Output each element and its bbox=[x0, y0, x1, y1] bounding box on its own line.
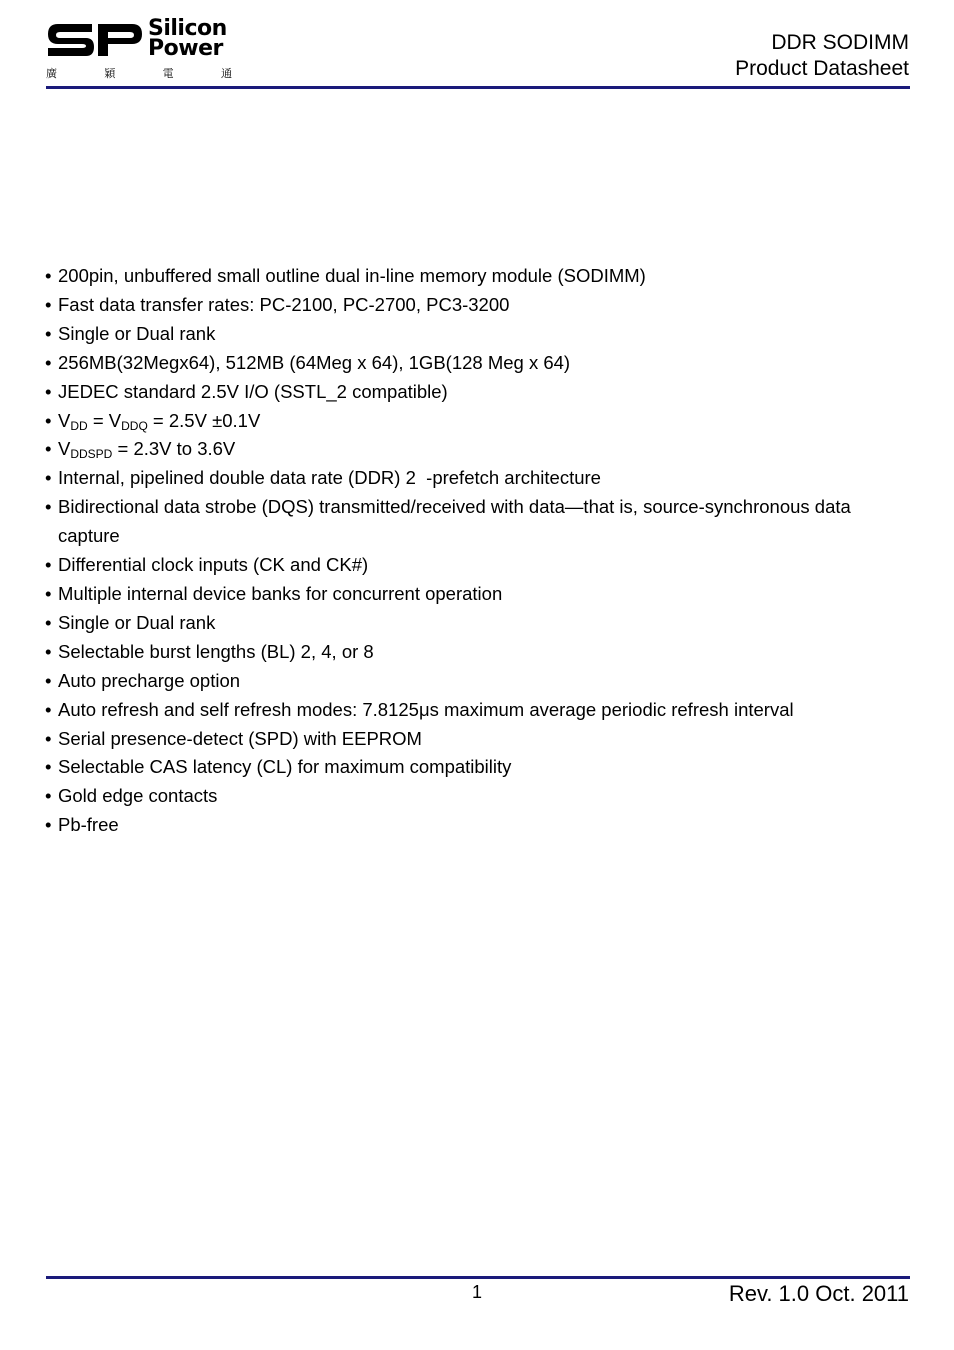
feature-list bbox=[45, 262, 915, 840]
list-item: • Selectable burst lengths (BL) 2, 4, or 8 bbox=[45, 640, 374, 662]
title-line-datasheet: Product Datasheet bbox=[735, 57, 909, 80]
logo-word-silicon: Silicon bbox=[148, 16, 227, 41]
sp-logo-mark-icon bbox=[46, 20, 144, 60]
footer-divider bbox=[46, 1276, 910, 1279]
list-item: • Pb-free bbox=[45, 814, 119, 836]
logo-cjk-char: 通 bbox=[220, 67, 232, 80]
header-divider bbox=[46, 86, 910, 89]
list-item: • Bidirectional data strobe (DQS) transmitted/received with data—that is, source-synchronous data capture bbox=[45, 496, 851, 547]
silicon-power-logo bbox=[46, 16, 236, 84]
list-item: • Multiple internal device banks for concurrent operation bbox=[45, 582, 503, 604]
list-item: • Differential clock inputs (CK and CK#) bbox=[45, 554, 369, 576]
list-item-vdd: • $V_{DD} = V_{DDQ} = 2.5V \pm 0.1V$ bbox=[45, 409, 261, 433]
title-line-product: DDR SODIMM bbox=[771, 31, 909, 54]
list-item: • JEDEC standard 2.5V I/O (SSTL_2 compatible) bbox=[45, 380, 448, 402]
list-item: • Single or Dual rank bbox=[45, 611, 216, 633]
list-item: • Selectable CAS latency (CL) for maximum compatibility bbox=[45, 756, 512, 778]
list-item: • 200pin, unbuffered small outline dual in-line memory module (SODIMM) bbox=[45, 265, 646, 286]
revision-date: Rev. 1.0 Oct. 2011 bbox=[728, 1281, 909, 1306]
logo-cjk-char: 廣 bbox=[46, 67, 57, 80]
list-item: • Auto precharge option bbox=[45, 669, 241, 691]
logo-chinese-name bbox=[46, 68, 232, 80]
logo-cjk-char: 穎 bbox=[104, 67, 116, 80]
list-item: • Gold edge contacts bbox=[45, 785, 218, 807]
document-title bbox=[735, 30, 909, 82]
list-item: • Internal, pipelined double data rate (DDR) 2 -prefetch architecture bbox=[45, 467, 601, 489]
list-item: • Auto refresh and self refresh modes: 7.8125μs maximum average periodic refresh interval bbox=[45, 698, 794, 720]
page-number: 1 bbox=[471, 1282, 482, 1302]
list-item: • 256MB(32Megx64), 512MB (64Meg x 64), 1GB(128 Meg x 64) bbox=[45, 351, 571, 373]
logo-word-power: Power bbox=[148, 36, 223, 61]
logo-cjk-char: 電 bbox=[162, 67, 174, 80]
list-item: • Fast data transfer rates: PC-2100, PC-2700, PC3-3200 bbox=[45, 293, 510, 315]
list-item-vddspd: • $V_{DDSPD} = 2.3V$ to 3.6V bbox=[45, 438, 236, 462]
list-item: • Serial presence-detect (SPD) with EEPROM bbox=[45, 727, 422, 749]
list-item: • Single or Dual rank bbox=[45, 322, 216, 344]
